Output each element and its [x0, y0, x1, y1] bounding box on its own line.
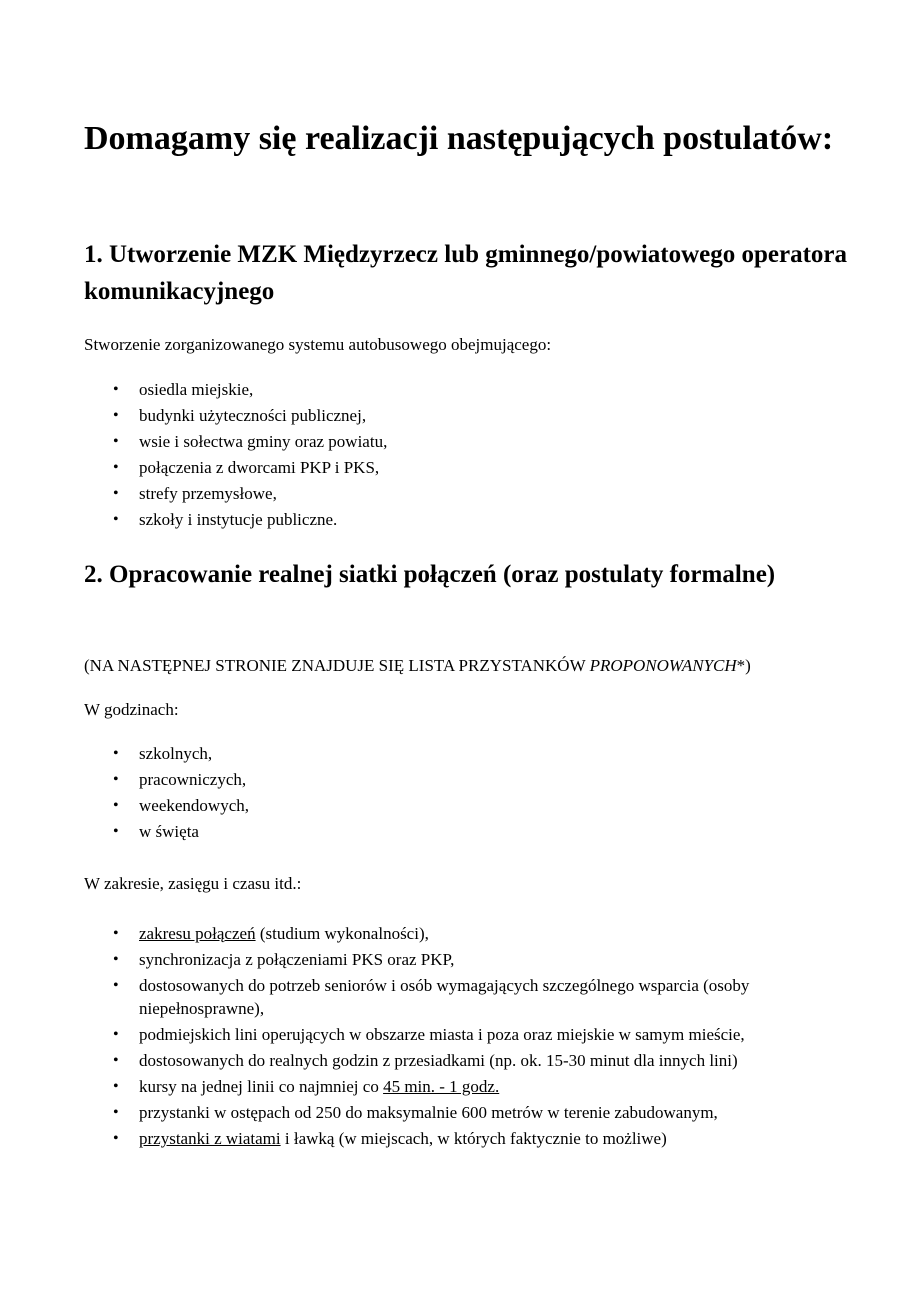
list-item: • zakresu połączeń (studium wykonalności),	[84, 921, 824, 947]
bullet-icon: •	[113, 1026, 119, 1043]
bullet-icon: •	[113, 1104, 119, 1121]
section-1-intro: Stworzenie zorganizowanego systemu autobusowego obejmującego:	[84, 335, 552, 354]
list-item: • połączenia z dworcami PKP i PKS,	[84, 455, 824, 481]
frequency-link[interactable]: 45 min. - 1 godz.	[383, 1077, 500, 1096]
bullet-icon: •	[113, 485, 119, 502]
list-item: • szkolnych,	[84, 741, 824, 767]
bullet-icon: •	[113, 381, 119, 398]
list-item: • pracowniczych,	[84, 767, 824, 793]
scope-list	[84, 921, 824, 1152]
list-item: • w święta	[84, 819, 824, 845]
page-title: Domagamy się realizacji następujących postulatów:	[84, 120, 834, 157]
stops-notice: (NA NASTĘPNEJ STRONIE ZNAJDUJE SIĘ LISTA PRZYSTANKÓW PROPONOWANYCH*)	[84, 656, 751, 675]
list-item: • osiedla miejskie,	[84, 377, 824, 403]
list-item: • budynki użyteczności publicznej,	[84, 403, 824, 429]
bullet-icon: •	[113, 1130, 119, 1147]
bullet-icon: •	[113, 823, 119, 840]
list-item: • kursy na jednej linii co najmniej co 45 min. - 1 godz.	[84, 1074, 824, 1100]
list-item: • dostosowanych do realnych godzin z przesiadkami (np. ok. 15-30 minut dla innych lini)	[84, 1048, 824, 1074]
hours-intro: W godzinach:	[84, 700, 179, 719]
list-item: • synchronizacja z połączeniami PKS oraz PKP,	[84, 947, 824, 973]
list-item: • strefy przemysłowe,	[84, 481, 824, 507]
scope-intro: W zakresie, zasięgu i czasu itd.:	[84, 874, 302, 893]
list-item: • podmiejskich lini operujących w obszarze miasta i poza oraz miejskie w samym mieście,	[84, 1022, 824, 1048]
section-1-list	[84, 377, 824, 533]
list-item: • szkoły i instytucje publiczne.	[84, 507, 824, 533]
section-1-title: 1. Utworzenie MZK Międzyrzecz lub gminnego/powiatowego operatora komunikacyjnego	[84, 241, 848, 305]
bullet-icon: •	[113, 797, 119, 814]
section-2-title: 2. Opracowanie realnej siatki połączeń (oraz postulaty formalne)	[84, 561, 776, 588]
hours-list	[84, 741, 824, 845]
connections-scope-link[interactable]: zakresu połączeń	[139, 924, 256, 943]
bullet-icon: •	[113, 951, 119, 968]
bullet-icon: •	[113, 925, 119, 942]
shelters-link[interactable]: przystanki z wiatami	[139, 1129, 281, 1148]
list-item: • przystanki z wiatami i ławką (w miejscach, w których faktycznie to możliwe)	[84, 1126, 824, 1152]
bullet-icon: •	[113, 1078, 119, 1095]
list-item: • wsie i sołectwa gminy oraz powiatu,	[84, 429, 824, 455]
bullet-icon: •	[113, 459, 119, 476]
bullet-icon: •	[113, 407, 119, 424]
list-item: • przystanki w ostępach od 250 do maksymalnie 600 metrów w terenie zabudowanym,	[84, 1100, 824, 1126]
bullet-icon: •	[113, 433, 119, 450]
list-item: • weekendowych,	[84, 793, 824, 819]
bullet-icon: •	[113, 511, 119, 528]
list-item: • dostosowanych do potrzeb seniorów i osób wymagających szczególnego wsparcia (osoby niepełnosprawne),	[84, 973, 824, 1022]
bullet-icon: •	[113, 977, 119, 994]
bullet-icon: •	[113, 771, 119, 788]
bullet-icon: •	[113, 1052, 119, 1069]
bullet-icon: •	[113, 745, 119, 762]
